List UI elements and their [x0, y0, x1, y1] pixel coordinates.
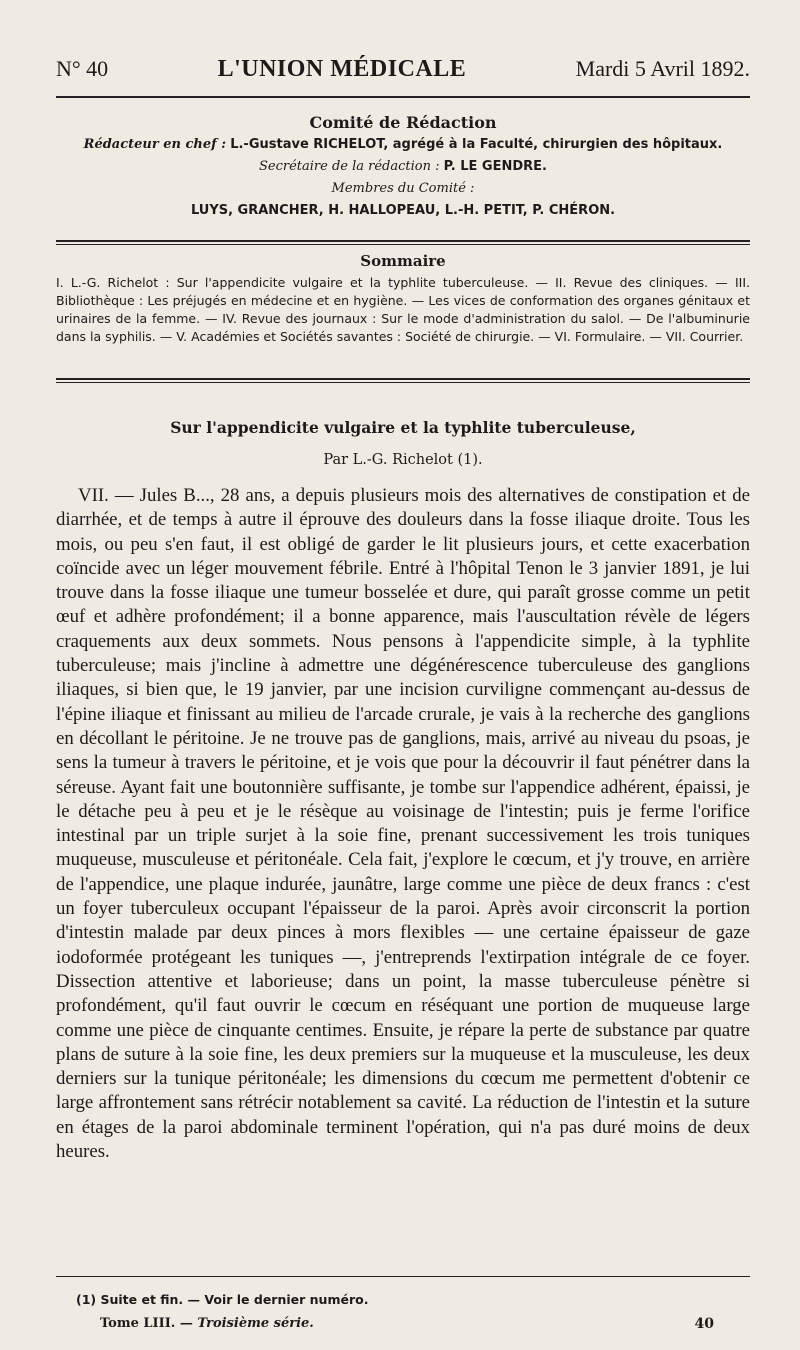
editor-label: Rédacteur en chef :	[83, 137, 227, 152]
issue-number: N° 40	[56, 56, 109, 81]
committee-rule-thin	[56, 244, 750, 245]
article-title: Sur l'appendicite vulgaire et la typhlite tuberculeuse,	[170, 418, 636, 437]
masthead	[56, 56, 750, 83]
summary-heading: Sommaire	[360, 252, 446, 270]
editor-line	[56, 134, 750, 156]
summary-text: I. L.-G. Richelot : Sur l'appendicite vulgaire et la typhlite tuberculeuse. — II. Revue des cliniques. — III. Bibliothèque : Les préjugés en médecine et en hygiène. — Les vices de conformation des organes génitaux et urinaires de la femme. — IV. Revue des journaux : Sur le mode d'administration du salol. — De l'albuminurie dans la syphilis. — V. Académies et Sociétés savantes : Société de chirurgie. — VI. Formulaire. — VII. Courrier.	[56, 275, 750, 344]
footnote: (1) Suite et fin. — Voir le dernier numéro.	[76, 1292, 369, 1307]
footnote-rule	[56, 1276, 750, 1277]
article-body	[56, 484, 750, 1164]
article-paragraph: VII. — Jules B..., 28 ans, a depuis plusieurs mois des alternatives de constipation et de diarrhée, et de temps à autre il éprouve des douleurs dans la fosse iliaque droite. Tous les mois, ou peu s'en faut, il est obligé de garder le lit plusieurs jours, et cette exacerbation coïncide avec un léger mouvement fébrile. Entré à l'hôpital Tenon le 3 janvier 1891, je lui trouve dans la fosse iliaque une tumeur bosselée et dure, qui paraît grosse comme un petit œuf et adhère profondément; il a bonne apparence, mais l'auscultation révèle de légers craquements aux deux sommets. Nous pensons à l'appendicite simple, à la typhlite tuberculeuse; mais j'incline à admettre une dégénérescence tuberculeuse des ganglions iliaques, si bien que, le 19 janvier, par une incision curviligne commençant au-dessus de l'épine iliaque et finissant au milieu de l'arcade crurale, je vais à la recherche des ganglions en décollant le péritoine. Je ne trouve pas de ganglions, mais, arrivé au niveau du psoas, je sens la tumeur à travers le péritoine, et je vois que pour la découvrir il faut pénétrer dans la séreuse. Ayant fait une boutonnière suffisante, je tombe sur l'appendice adhérent, épaissi, je le détache peu à peu et je le résèque au voisinage de l'intestin; puis je ferme l'orifice intestinal par un triple surjet à la soie fine, prenant successivement les trois tuniques muqueuse, musculeuse et péritonéale. Cela fait, j'explore le cœcum, et j'y trouve, en arrière de l'appendice, une plaque indurée, jaunâtre, large comme une pièce de deux francs : c'est un foyer tuberculeux occupant l'épaisseur de la paroi. Après avoir circonscrit la portion d'intestin malade par deux pinces à mors flexibles — une certaine épaisseur de gaze iodoformée protégeant les tuniques —, j'entreprends l'extirpation intégrale de ce foyer. Dissection attentive et laborieuse; dans un point, la masse tuberculeuse pénètre si profondément, qu'il faut ouvrir le cœcum en réséquant une portion de muqueuse large comme une pièce de cinquante centimes. Ensuite, je répare la perte de substance par quatre plans de suture à la soie fine, les deux premiers sur la muqueuse et la musculeuse, les deux derniers sur la tunique péritonéale; les dimensions du cœcum me permettent d'obtenir ce large affrontement sans rétrécir notablement sa cavité. La réduction de l'intestin et la suture en étages de la paroi abdominale terminent l'opération, qui n'a pas duré moins de deux heures.	[56, 485, 750, 1163]
journal-title: L'UNION MÉDICALE	[217, 56, 467, 82]
series-label: Troisième série.	[197, 1316, 314, 1331]
secretary-label: Secrétaire de la rédaction :	[258, 159, 440, 174]
summary-rule	[56, 378, 750, 380]
tome-label: Tome LIII. —	[100, 1316, 193, 1331]
secretary-line	[56, 156, 750, 178]
editorial-committee	[56, 112, 750, 222]
members-names: LUYS, GRANCHER, H. HALLOPEAU, L.-H. PETIT, P. CHÉRON.	[190, 203, 616, 218]
summary-rule-thin	[56, 382, 750, 383]
committee-heading: Comité de Rédaction	[309, 113, 497, 132]
summary-section	[56, 252, 750, 346]
editor-name: L.-Gustave RICHELOT, agrégé à la Faculté, chirurgien des hôpitaux.	[230, 137, 723, 152]
secretary-name: P. LE GENDRE.	[443, 159, 547, 174]
issue-date: Mardi 5 Avril 1892.	[575, 56, 750, 81]
article-byline: Par L.-G. Richelot (1).	[323, 452, 483, 468]
tome-line	[100, 1316, 314, 1331]
committee-rule	[56, 240, 750, 242]
masthead-rule	[56, 96, 750, 98]
members-label: Membres du Comité :	[331, 181, 475, 196]
page-number: 40	[694, 1316, 714, 1332]
